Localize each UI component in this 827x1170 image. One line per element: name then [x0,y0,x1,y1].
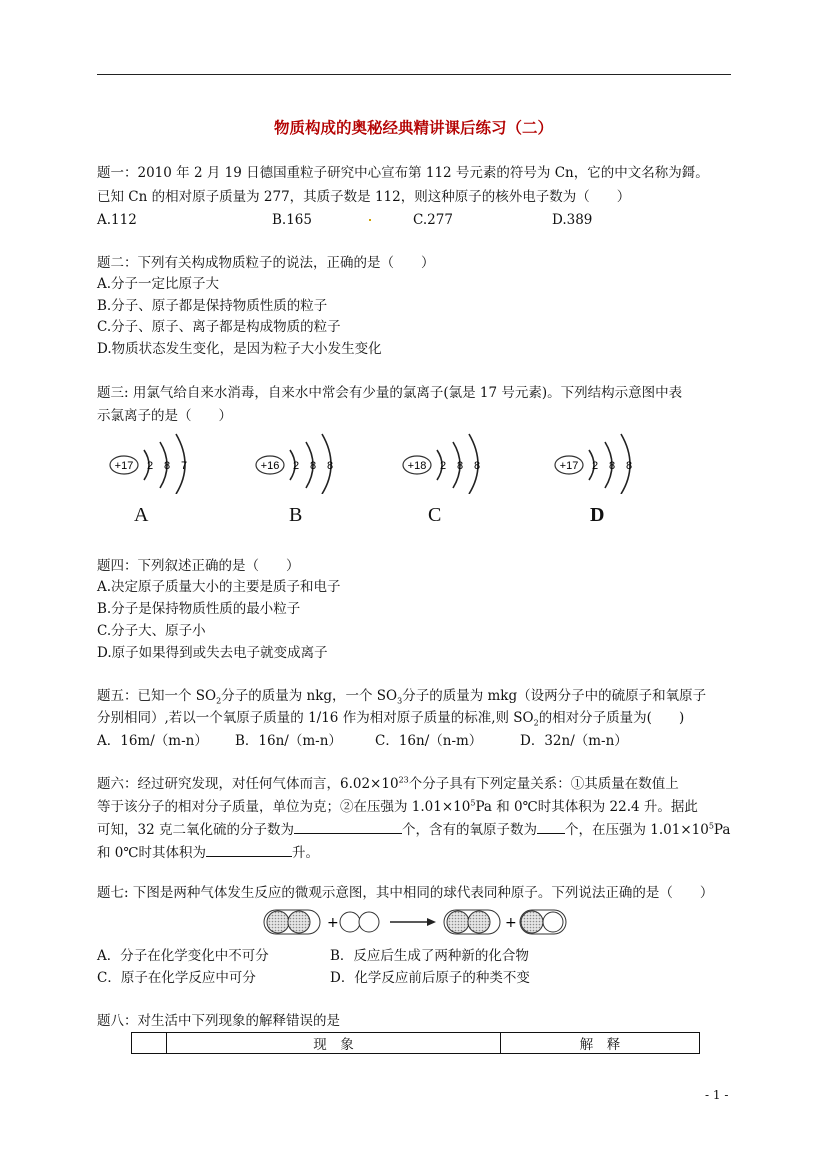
arrow-head [427,918,436,926]
stray-dot [369,219,371,221]
subscript: 2 [216,696,222,706]
superscript: 23 [398,775,409,785]
q5-option-a: A．16m/（m-n） [97,733,208,749]
q6-line4 [97,843,319,863]
reaction-diagram [262,908,572,936]
q2-option-b: B.分子、原子都是保持物质性质的粒子 [97,298,328,314]
white-atom [340,912,360,932]
q6-text: 个，在压强为 1.01×10 [564,822,709,838]
superscript: 5 [470,798,476,808]
q4-option-a: A.决定原子质量大小的主要是质子和电子 [97,579,341,595]
page-number: - 1 - [705,1088,729,1102]
diagram-label-a: A [134,504,149,526]
q7-stem: 题七: 下图是两种气体发生反应的微观示意图，其中相同的球代表同种原子。下列说法正确的是（ ） [97,885,714,901]
superscript: 5 [708,821,714,831]
shell-count-3: 8 [474,460,481,472]
atom-diagram-d [553,432,643,494]
q5-line2 [97,708,684,728]
q5-text: 分子的质量为 mkg（设两分子中的硫原子和氧原子 [402,688,707,704]
q4-option-c: C.分子大、原子小 [97,623,206,639]
atom-diagram-c [401,432,491,494]
q1-line1: 题一：2010 年 2 月 19 日德国重粒子研究中心宣布第 112 号元素的符号为 Cn，它的中文名称为鎶。 [97,165,709,181]
shell-count-3: 8 [626,460,633,472]
explanation-table [131,1032,700,1054]
q7-option-a: A．分子在化学变化中不可分 [97,948,269,964]
q5-option-b: B．16n/（m-n） [235,733,342,749]
q2-option-a: A.分子一定比原子大 [97,276,220,292]
q7-option-c: C．原子在化学反应中可分 [97,970,256,986]
q6-text: 和 0℃时其体积为 [97,845,206,861]
q6-text: 个，含有的氧原子数为 [401,822,537,838]
shell-count-1: 2 [440,460,447,472]
answer-blank-3[interactable] [206,843,292,857]
q6-line3 [97,820,730,840]
answer-blank-2[interactable] [537,820,565,834]
shell-count-1: 2 [592,460,599,472]
q2-option-c: C.分子、原子、离子都是构成物质的粒子 [97,319,341,335]
q6-text: 等于该分子的相对分子质量，单位为克；②在压强为 1.01×10 [97,799,471,815]
white-atom [359,912,379,932]
shell-count-1: 2 [293,460,300,472]
q1-option-d: D.389 [552,212,593,228]
q2-option-d: D.物质状态发生变化，是因为粒子大小发生变化 [97,341,382,357]
q6-text: 升。 [291,845,319,861]
diagram-label-d: D [590,504,605,526]
nucleus-charge: +18 [407,460,427,472]
shaded-atom [521,911,543,933]
q6-line2 [97,797,698,817]
q1-option-c: C.277 [413,212,453,228]
q5-option-c: C．16n/（n-m） [375,733,483,749]
white-atom [543,912,563,932]
q6-text: 个分子具有下列定量关系：①其质量在数值上 [408,776,679,792]
q6-text: Pa [713,822,731,838]
q6-line1 [97,774,679,794]
nucleus-charge: +16 [260,460,280,472]
q5-line1 [97,686,706,706]
q7-option-d: D．化学反应前后原子的种类不变 [330,970,530,986]
q5-text: 分别相同）,若以一个氧原子质量的 1/16 作为相对原子质量的标准,则 SO [97,710,534,726]
q6-text: 可知，32 克二氧化硫的分子数为 [97,822,294,838]
q1-line2: 已知 Cn 的相对原子质量为 277，其质子数是 112，则这种原子的核外电子数为（ ） [97,189,631,205]
plus-sign: + [505,915,517,931]
q3-line2: 示氯离子的是（ ） [97,408,232,424]
shaded-atom [447,911,469,933]
shaded-atom [267,911,289,933]
table-header-cell [132,1033,167,1054]
shell-count-2: 8 [609,460,616,472]
q7-option-b: B．反应后生成了两种新的化合物 [330,948,529,964]
atom-diagram-a [108,432,198,494]
q4-option-b: B.分子是保持物质性质的最小粒子 [97,601,301,617]
answer-blank-1[interactable] [294,820,402,834]
shell-count-3: 7 [181,460,188,472]
q1-option-a: A.112 [97,212,137,228]
header-rule [97,74,731,75]
shell-count-2: 8 [457,460,464,472]
nucleus-charge: +17 [114,460,134,472]
q4-option-d: D.原子如果得到或失去电子就变成离子 [97,645,328,661]
q2-stem: 题二：下列有关构成物质粒子的说法，正确的是（ ） [97,255,435,271]
shell-count-3: 8 [327,460,334,472]
table-header-cell: 解 释 [501,1033,700,1054]
shaded-atom [288,911,310,933]
subscript: 2 [533,718,539,728]
q3-line1: 题三: 用氯气给自来水消毒，自来水中常会有少量的氯离子(氯是 17 号元素)。下列结构示意图中表 [97,385,683,401]
q5-option-d: D．32n/（m-n） [520,733,628,749]
atom-diagram-b [254,432,344,494]
q6-text: Pa 和 0℃时其体积为 22.4 升。据此 [475,799,698,815]
shaded-atom [468,911,490,933]
shell-count-2: 8 [164,460,171,472]
diagram-label-b: B [289,504,303,526]
nucleus-charge: +17 [559,460,579,472]
q6-text: 题六：经过研究发现，对任何气体而言，6.02×10 [97,776,399,792]
page-title: 物质构成的奥秘经典精讲课后练习（二） [273,119,553,137]
shell-count-2: 8 [310,460,317,472]
subscript: 3 [397,696,403,706]
q8-stem: 题八：对生活中下列现象的解释错误的是 [97,1013,340,1029]
q4-stem: 题四：下列叙述正确的是（ ） [97,558,300,574]
q5-text: 的相对分子质量为( ) [538,710,685,726]
q5-text: 题五：已知一个 SO [97,688,217,704]
table-header-row [132,1033,700,1054]
diagram-label-c: C [428,504,442,526]
shell-count-1: 2 [147,460,154,472]
q1-option-b: B.165 [272,212,312,228]
plus-sign: + [327,915,339,931]
q5-text: 分子的质量为 nkg，一个 SO [221,688,398,704]
table-header-cell: 现 象 [167,1033,501,1054]
